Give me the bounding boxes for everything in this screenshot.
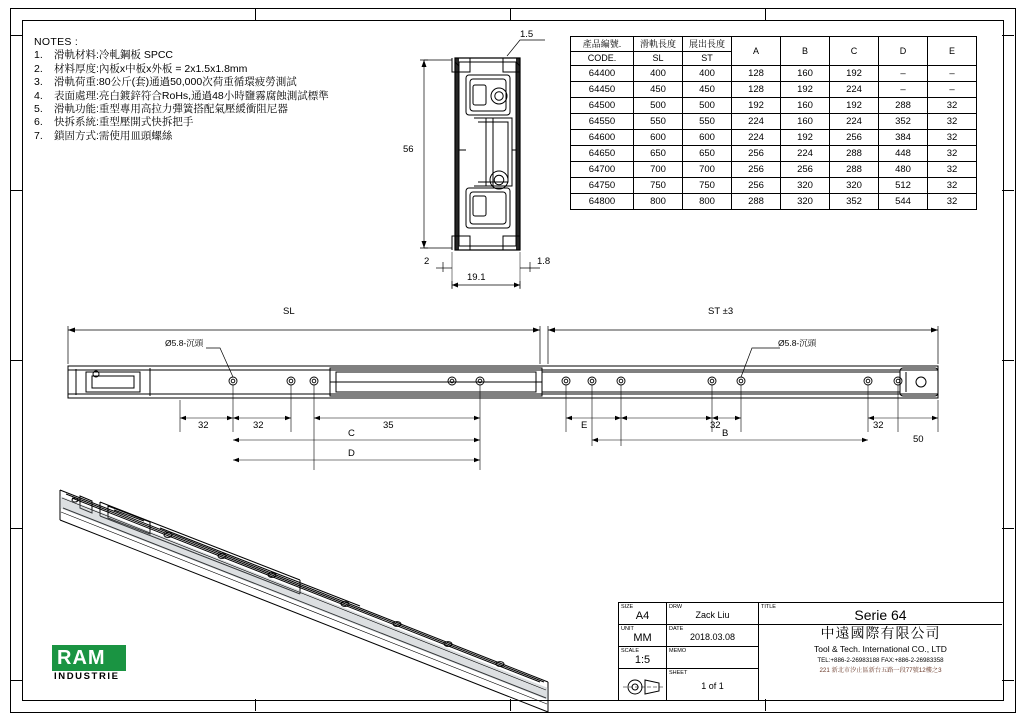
cell-a: 128 xyxy=(732,82,781,98)
notes-block xyxy=(34,36,329,143)
callout-left-hole: Ø5.8-沉頭 xyxy=(165,338,204,348)
cell-c: 192 xyxy=(830,98,879,114)
date-cell xyxy=(667,625,759,647)
cell-d: 544 xyxy=(879,194,928,210)
drw-cell xyxy=(667,603,759,625)
cell-b: 160 xyxy=(781,66,830,82)
cell-a: 192 xyxy=(732,98,781,114)
cell-d: – xyxy=(879,82,928,98)
note-text: 滑軌功能:重型專用高拉力彈簧搭配氣壓緩衝阻尼器 xyxy=(54,103,288,116)
registration-tick xyxy=(255,8,256,20)
title-label: TITLE xyxy=(761,604,776,610)
col-head-st-en: ST xyxy=(683,52,732,66)
title-block xyxy=(618,602,1004,701)
cell-d: 288 xyxy=(879,98,928,114)
cell-sl: 700 xyxy=(634,162,683,178)
cell-e: – xyxy=(928,82,977,98)
cell-c: 320 xyxy=(830,178,879,194)
memo-label: MEMO xyxy=(669,648,687,654)
cell-d: 352 xyxy=(879,114,928,130)
note-text: 表面處理:亮白鍍鋅符合RoHs,通過48小時鹽霧腐蝕測試標準 xyxy=(54,89,329,102)
note-item xyxy=(34,49,329,62)
registration-tick xyxy=(10,528,22,529)
note-text: 快拆系統:重型壓開式快拆把手 xyxy=(54,116,194,129)
registration-tick xyxy=(1002,35,1014,36)
dim-e: E xyxy=(581,420,588,431)
spec-table xyxy=(570,36,977,210)
cell-c: 288 xyxy=(830,162,879,178)
dim-b: B xyxy=(722,428,729,439)
cell-a: 256 xyxy=(732,146,781,162)
first-angle-projection-icon xyxy=(619,669,667,700)
company-name-cn: 中遠國際有限公司 xyxy=(820,625,941,641)
cell-e: 32 xyxy=(928,178,977,194)
sheet-cell xyxy=(667,669,759,700)
projection-symbol-cell xyxy=(619,669,667,700)
table-row xyxy=(571,130,977,146)
title-cell xyxy=(759,603,1002,625)
cell-c: 256 xyxy=(830,130,879,146)
col-head-e: E xyxy=(928,37,977,66)
dim-32-a: 32 xyxy=(198,420,209,431)
cell-d: 480 xyxy=(879,162,928,178)
date-label: DATE xyxy=(669,626,684,632)
cell-c: 224 xyxy=(830,114,879,130)
registration-tick xyxy=(1002,190,1014,191)
table-row xyxy=(571,114,977,130)
note-item xyxy=(34,116,329,129)
dim-2: 2 xyxy=(424,256,430,267)
note-text: 鎖固方式:需使用皿頭螺絲 xyxy=(54,129,173,142)
company-name-en: Tool & Tech. International CO., LTD xyxy=(814,644,947,654)
dim-c: C xyxy=(348,428,355,439)
note-item xyxy=(34,63,329,76)
cell-code: 64800 xyxy=(571,194,634,210)
cell-b: 320 xyxy=(781,178,830,194)
table-row xyxy=(571,162,977,178)
dim-32-b: 32 xyxy=(253,420,264,431)
cell-st: 550 xyxy=(683,114,732,130)
note-text: 滑軌材料:冷軋鋼板 SPCC xyxy=(54,49,174,62)
scale-cell xyxy=(619,647,667,669)
size-label: SIZE xyxy=(621,604,634,610)
note-number: 2. xyxy=(34,62,43,75)
cell-code: 64500 xyxy=(571,98,634,114)
cell-c: 224 xyxy=(830,82,879,98)
cell-a: 128 xyxy=(732,66,781,82)
cell-c: 192 xyxy=(830,66,879,82)
dim-35: 35 xyxy=(383,420,394,431)
dim-19-1: 19.1 xyxy=(467,272,486,283)
cell-e: 32 xyxy=(928,162,977,178)
cell-d: 384 xyxy=(879,130,928,146)
cell-st: 750 xyxy=(683,178,732,194)
cell-code: 64400 xyxy=(571,66,634,82)
memo-cell xyxy=(667,647,759,669)
registration-tick xyxy=(255,699,256,711)
scale-value: 1:5 xyxy=(634,654,651,666)
col-head-a: A xyxy=(732,37,781,66)
cell-a: 256 xyxy=(732,178,781,194)
table-header-row-cn xyxy=(571,37,977,52)
cell-code: 64600 xyxy=(571,130,634,146)
cell-sl: 400 xyxy=(634,66,683,82)
logo-box xyxy=(52,645,126,671)
cell-code: 64650 xyxy=(571,146,634,162)
col-head-st-cn: 展出長度 xyxy=(683,37,732,52)
cell-st: 450 xyxy=(683,82,732,98)
company-address: 221 新北市汐止區新台五路一段77號12樓之3 xyxy=(819,667,942,674)
cell-st: 500 xyxy=(683,98,732,114)
callout-right-hole: Ø5.8-沉頭 xyxy=(778,338,817,348)
note-item xyxy=(34,90,329,103)
ram-logo xyxy=(52,645,142,687)
label-st: ST ±3 xyxy=(708,306,734,317)
cell-d: – xyxy=(879,66,928,82)
cell-st: 800 xyxy=(683,194,732,210)
cell-st: 700 xyxy=(683,162,732,178)
unit-value: MM xyxy=(633,632,652,644)
unit-cell xyxy=(619,625,667,647)
cell-e: 32 xyxy=(928,130,977,146)
unit-label: UNIT xyxy=(621,626,634,632)
col-head-sl-cn: 滑軌長度 xyxy=(634,37,683,52)
cell-c: 352 xyxy=(830,194,879,210)
scale-label: SCALE xyxy=(621,648,640,654)
drw-value: Zack Liu xyxy=(695,610,730,620)
table-row xyxy=(571,82,977,98)
company-info xyxy=(759,623,1002,674)
cell-sl: 500 xyxy=(634,98,683,114)
registration-tick xyxy=(765,8,766,20)
cell-a: 224 xyxy=(732,130,781,146)
cell-b: 256 xyxy=(781,162,830,178)
dim-1-5: 1.5 xyxy=(520,29,534,40)
cell-sl: 600 xyxy=(634,130,683,146)
sheet-label: SHEET xyxy=(669,670,688,676)
col-head-code-en: CODE. xyxy=(571,52,634,66)
col-head-sl-en: SL xyxy=(634,52,683,66)
cell-sl: 550 xyxy=(634,114,683,130)
col-head-c: C xyxy=(830,37,879,66)
cell-sl: 800 xyxy=(634,194,683,210)
note-number: 5. xyxy=(34,103,43,116)
cell-st: 400 xyxy=(683,66,732,82)
note-text: 材料厚度:內板x中板x外板 = 2x1.5x1.8mm xyxy=(54,62,248,75)
table-row xyxy=(571,178,977,194)
registration-tick xyxy=(510,699,511,711)
cell-d: 512 xyxy=(879,178,928,194)
cell-code: 64550 xyxy=(571,114,634,130)
cell-c: 288 xyxy=(830,146,879,162)
cell-a: 256 xyxy=(732,162,781,178)
table-row xyxy=(571,98,977,114)
cell-e: 32 xyxy=(928,146,977,162)
logo-sub: INDUSTRIE xyxy=(54,671,120,682)
logo-brand: RAM xyxy=(57,647,106,669)
registration-tick xyxy=(1002,360,1014,361)
col-head-code-cn: 產品編號. xyxy=(571,37,634,52)
sheet-value: 1 of 1 xyxy=(701,681,724,691)
note-text: 滑軌荷重:80公斤(套)通過50,000次荷重循環疲勞測試 xyxy=(54,76,297,89)
note-item xyxy=(34,103,329,116)
title-value: Serie 64 xyxy=(854,607,907,623)
table-row xyxy=(571,194,977,210)
registration-tick xyxy=(10,190,22,191)
cell-sl: 450 xyxy=(634,82,683,98)
cell-code: 64750 xyxy=(571,178,634,194)
cell-code: 64450 xyxy=(571,82,634,98)
dim-32-c: 32 xyxy=(710,420,721,431)
cell-b: 320 xyxy=(781,194,830,210)
cell-e: 32 xyxy=(928,98,977,114)
cell-sl: 750 xyxy=(634,178,683,194)
registration-tick xyxy=(510,8,511,20)
cell-a: 288 xyxy=(732,194,781,210)
cell-code: 64700 xyxy=(571,162,634,178)
cell-d: 448 xyxy=(879,146,928,162)
registration-tick xyxy=(10,680,22,681)
table-row xyxy=(571,146,977,162)
col-head-b: B xyxy=(781,37,830,66)
size-value: A4 xyxy=(635,610,650,622)
col-head-d: D xyxy=(879,37,928,66)
note-number: 4. xyxy=(34,89,43,102)
cell-b: 192 xyxy=(781,82,830,98)
company-tel: TEL:+886-2-26983188 FAX:+886-2-26983358 xyxy=(817,657,944,664)
registration-tick xyxy=(10,360,22,361)
label-sl: SL xyxy=(283,306,295,317)
cell-e: 32 xyxy=(928,114,977,130)
note-item xyxy=(34,76,329,89)
cell-e: – xyxy=(928,66,977,82)
table-row xyxy=(571,66,977,82)
registration-tick xyxy=(10,35,22,36)
dim-32-d: 32 xyxy=(873,420,884,431)
note-number: 6. xyxy=(34,116,43,129)
registration-tick xyxy=(1002,528,1014,529)
dim-1-8: 1.8 xyxy=(537,256,551,267)
dim-56: 56 xyxy=(403,144,414,155)
notes-title: NOTES : xyxy=(34,36,79,48)
cell-b: 224 xyxy=(781,146,830,162)
dim-d: D xyxy=(348,448,355,459)
cell-a: 224 xyxy=(732,114,781,130)
note-number: 7. xyxy=(34,129,43,142)
cell-b: 160 xyxy=(781,98,830,114)
cell-b: 160 xyxy=(781,114,830,130)
notes-list xyxy=(34,49,329,143)
cell-sl: 650 xyxy=(634,146,683,162)
cell-st: 600 xyxy=(683,130,732,146)
cell-st: 650 xyxy=(683,146,732,162)
drw-label: DRW xyxy=(669,604,683,610)
size-cell xyxy=(619,603,667,625)
note-number: 3. xyxy=(34,76,43,89)
note-item xyxy=(34,130,329,143)
cell-e: 32 xyxy=(928,194,977,210)
cell-b: 192 xyxy=(781,130,830,146)
note-number: 1. xyxy=(34,49,43,62)
dim-50: 50 xyxy=(913,434,924,445)
date-value: 2018.03.08 xyxy=(689,632,736,642)
